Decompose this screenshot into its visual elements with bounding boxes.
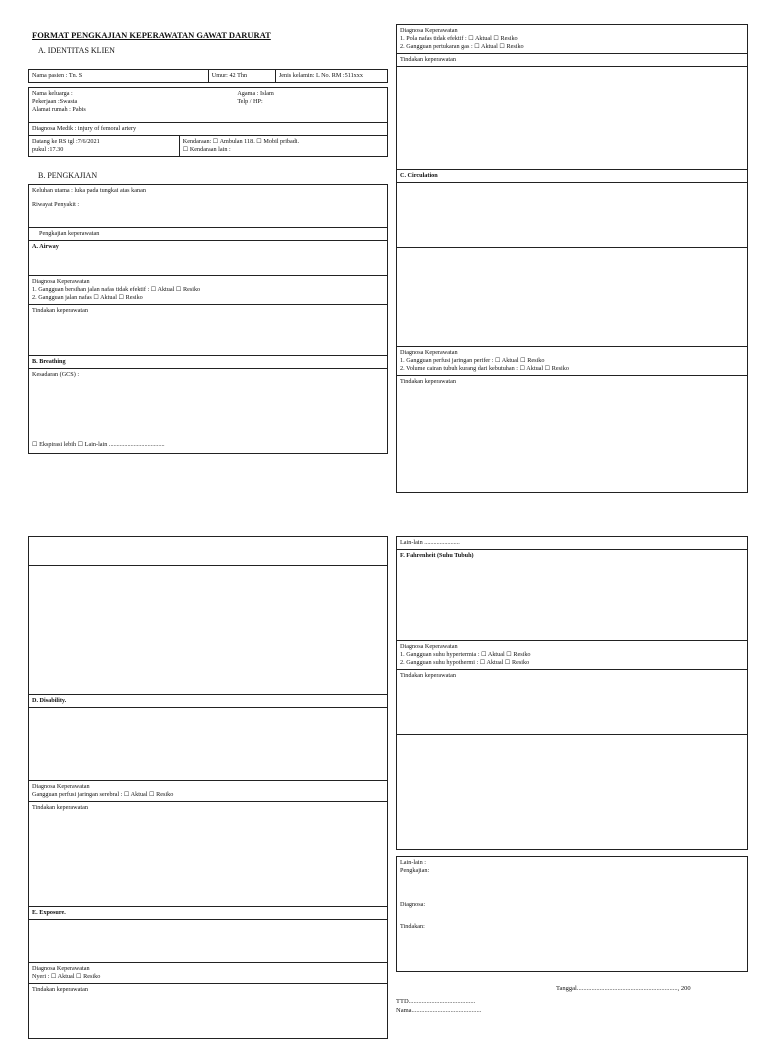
circulation-title-block xyxy=(396,169,748,183)
datang-field[interactable]: Datang ke RS tgl :7/6/2021 xyxy=(32,138,100,145)
breathing-tindakan-title: Tindakan keperawatan xyxy=(400,56,456,63)
diagnosa-field[interactable]: Diagnosa: xyxy=(400,901,426,908)
disability-title-block xyxy=(28,694,388,708)
airway-dx-title: Diagnosa Keperawatan xyxy=(32,278,90,285)
breathing-tindakan-title-block xyxy=(396,53,748,67)
disability-tindakan-title: Tindakan keperawatan xyxy=(32,804,88,811)
breathing-title: B. Breathing xyxy=(32,358,66,365)
umur-field[interactable]: Umur: 42 Thn xyxy=(208,69,276,83)
form-page-1 xyxy=(28,24,388,494)
jenis-kelamin-field[interactable]: Jenis kelamin: L xyxy=(278,72,320,79)
nama-keluarga-field[interactable]: Nama keluarga : xyxy=(32,90,73,97)
suhu-dx-2[interactable]: 2. Gangguan suhu hypothermi : ☐ Aktual ☐ Resiko xyxy=(400,659,530,666)
tanggal-field[interactable]: Tanggal.............................................................., 200 xyxy=(556,985,691,992)
breathing-title-block xyxy=(28,355,388,369)
document-title: FORMAT PENGKAJIAN KEPERAWATAN GAWAT DARURAT xyxy=(32,30,271,40)
pengkajian-field[interactable]: Pengkajian: xyxy=(400,867,430,874)
kendaraan-lain-option[interactable]: ☐ Kendaraan lain : xyxy=(182,146,231,153)
exposure-diagnosa-block xyxy=(28,962,388,984)
disability-dx-1[interactable]: Gangguan perfusi jaringan serebral : ☐ Aktual ☐ Resiko xyxy=(32,791,174,798)
telp-field[interactable]: Telp / HP: xyxy=(237,98,263,105)
lain-lain-block xyxy=(396,856,748,972)
circulation-tindakan-title: Tindakan keperawatan xyxy=(400,378,456,385)
exposure-tindakan-block xyxy=(28,983,388,1039)
exposure-title: E. Exposure. xyxy=(32,909,66,916)
circulation-assessment-block xyxy=(396,182,748,248)
disability-diagnosa-block xyxy=(28,780,388,802)
airway-diagnosa-block xyxy=(28,275,388,305)
airway-tindakan-block xyxy=(28,304,388,356)
form-page-4 xyxy=(396,536,748,1024)
keluhan-block xyxy=(28,184,388,228)
tindakan-field[interactable]: Tindakan: xyxy=(400,923,425,930)
suhu-diagnosa-block xyxy=(396,640,748,670)
airway-tindakan-title: Tindakan keperawatan xyxy=(32,307,88,314)
keluarga-row xyxy=(32,90,384,98)
suhu-tindakan-block-2 xyxy=(396,734,748,850)
circulation-title: C. Circulation xyxy=(400,172,438,179)
pengkajian-keperawatan-heading: Pengkajian keperawatan xyxy=(28,227,388,241)
pekerjaan-field[interactable]: Pekerjaan :Swasta xyxy=(32,98,78,105)
arrival-cell xyxy=(28,135,180,157)
riwayat-penyakit-field[interactable]: Riwayat Penyakit : xyxy=(32,201,80,208)
ttd-field[interactable]: TTD......................................... xyxy=(396,998,476,1005)
keluhan-utama-field[interactable]: Keluhan utama : luka pada tungkai atas kanan xyxy=(32,187,146,194)
suhu-dx-1[interactable]: 1. Gangguan suhu hypertermia : ☐ Aktual ☐ Resiko xyxy=(400,651,531,658)
breathing-kesadaran-field[interactable]: Kesadaran (GCS) : xyxy=(32,371,80,378)
exposure-title-block xyxy=(28,906,388,920)
form-page-2 xyxy=(396,24,748,494)
identity-row-1 xyxy=(28,69,388,83)
breathing-tindakan-block xyxy=(396,66,748,170)
breathing-diagnosa-block xyxy=(396,24,748,54)
jenis-kelamin-cell xyxy=(275,69,388,83)
pukul-field[interactable]: pukul :17.30 xyxy=(32,146,64,153)
circulation-tindakan-block xyxy=(396,375,748,493)
circulation-continuation-block xyxy=(28,536,388,566)
breathing-block xyxy=(28,368,388,454)
circulation-dx-2[interactable]: 2. Volume cairan tubuh kurang dari kebutuhan : ☐ Aktual ☐ Resiko xyxy=(400,365,569,372)
breathing-dx-2[interactable]: 2. Gangguan pertukaran gas : ☐ Aktual ☐ Resiko xyxy=(400,43,524,50)
disability-title: D. Disability. xyxy=(32,697,67,704)
kendaraan-cell xyxy=(179,135,388,157)
suhu-title: F. Fahrenheit (Suhu Tubuh) xyxy=(400,552,474,559)
no-rm-field[interactable]: No. RM :511xxx xyxy=(321,72,363,79)
kendaraan-options[interactable]: Kendaraan: ☐ Ambulan 118. ☐ Mobil pribadi. xyxy=(182,138,300,145)
diagnosa-medik-field[interactable]: Diagnosa Medik : injury of femoral artery xyxy=(28,122,388,136)
circulation-diagnosa-block xyxy=(396,346,748,376)
airway-dx-1[interactable]: 1. Gangguan bersihan jalan nafas tidak efektif : ☐ Aktual ☐ Resiko xyxy=(32,286,201,293)
page4-lain-lain-top[interactable]: Lain-lain ....................... xyxy=(400,539,460,546)
suhu-block xyxy=(396,549,748,641)
agama-field[interactable]: Agama : Islam xyxy=(237,90,274,97)
arrival-row xyxy=(28,135,388,157)
circulation-fluid-block xyxy=(396,247,748,347)
nama-field[interactable]: Nama........................................... xyxy=(396,1007,482,1014)
exposure-dx-title: Diagnosa Keperawatan xyxy=(32,965,90,972)
nama-pasien-field[interactable]: Nama pasien : Tn. S xyxy=(28,69,209,83)
airway-title: A. Airway xyxy=(32,243,59,250)
airway-dx-2[interactable]: 2. Gangguan jalan nafas ☐ Aktual ☐ Resiko xyxy=(32,294,143,301)
circulation-dx-title: Diagnosa Keperawatan xyxy=(400,349,458,356)
suhu-tindakan-title: Tindakan keperawatan xyxy=(400,672,456,679)
disability-block xyxy=(28,707,388,781)
disability-tindakan-block xyxy=(28,801,388,907)
suhu-tindakan-block-1 xyxy=(396,669,748,735)
page4-top-block xyxy=(396,536,748,550)
identity-block xyxy=(28,87,388,123)
suhu-dx-title: Diagnosa Keperawatan xyxy=(400,643,458,650)
circulation-dx-1[interactable]: 1. Gangguan perfusi jaringan perifer : ☐ Aktual ☐ Resiko xyxy=(400,357,545,364)
alamat-field[interactable]: Alamat rumah : Pabis xyxy=(32,106,86,113)
exposure-dx-1[interactable]: Nyeri : ☐ Aktual ☐ Resiko xyxy=(32,973,101,980)
disability-dx-title: Diagnosa Keperawatan xyxy=(32,783,90,790)
breathing-dx-title: Diagnosa Keperawatan xyxy=(400,27,458,34)
pekerjaan-row xyxy=(32,98,384,106)
circulation-tindakan-continued-block xyxy=(28,565,388,695)
exposure-tindakan-title: Tindakan keperawatan xyxy=(32,986,88,993)
pengkajian-title: B. PENGKAJIAN xyxy=(38,171,98,180)
form-page-3 xyxy=(28,536,388,1024)
airway-block xyxy=(28,240,388,276)
breathing-dx-1[interactable]: 1. Pola nafas tidak efektif : ☐ Aktual ☐ Resiko xyxy=(400,35,518,42)
exposure-block xyxy=(28,919,388,963)
lain-lain-field[interactable]: Lain-lain : xyxy=(400,859,426,866)
breathing-lain-field[interactable]: ☐ Ekspirasi lebih ☐ Lain-lain .................................... xyxy=(32,441,165,448)
identitas-klien-title: A. IDENTITAS KLIEN xyxy=(38,46,115,55)
